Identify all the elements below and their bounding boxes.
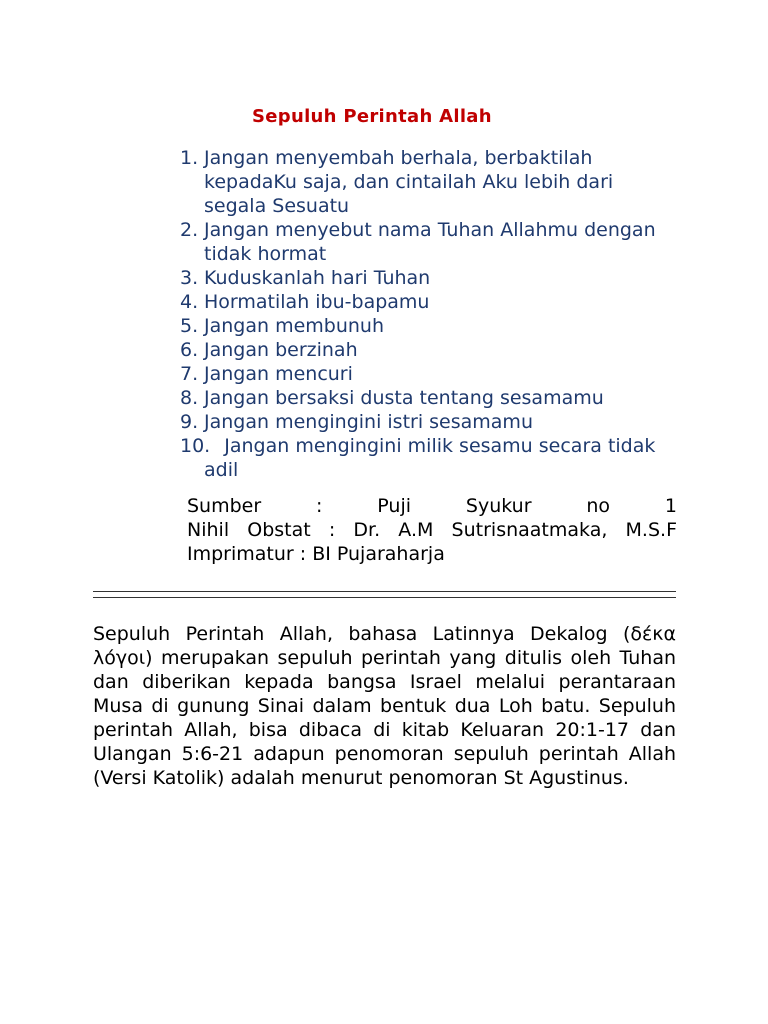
commandments-list [180, 146, 660, 482]
list-number: 5. [180, 315, 199, 337]
source-block [187, 494, 677, 566]
list-item [180, 410, 660, 434]
list-item [180, 338, 660, 362]
list-number: 9. [180, 411, 199, 433]
list-text: Jangan bersaksi dusta tentang sesamamu [204, 387, 604, 409]
page-title: Sepuluh Perintah Allah [252, 106, 492, 127]
list-item [180, 218, 660, 266]
description-paragraph: Sepuluh Perintah Allah, bahasa Latinnya Dekalog (δέκα λόγοι) merupakan sepuluh perintah yang ditulis oleh Tuhan dan diberikan kepada bangsa Israel melalui perantaraan Musa di gunung Sinai dalam bentuk dua Loh batu. Sepuluh perintah Allah, bisa dibaca di kitab Keluaran 20:1-17 dan Ulangan 5:6-21 adapun penomoran sepuluh perintah Allah (Versi Katolik) adalah menurut penomoran St Agustinus. [93, 623, 676, 789]
list-item [180, 146, 660, 218]
list-text: Hormatilah ibu-bapamu [204, 291, 430, 313]
list-number: 4. [180, 291, 199, 313]
list-item [180, 362, 660, 386]
list-text: Jangan menyembah berhala, berbaktilah kepadaKu saja, dan cintailah Aku lebih dari segala Sesuatu [204, 147, 614, 217]
imprimatur-line: Imprimatur : BI Pujaraharja [187, 543, 445, 565]
divider [93, 591, 676, 598]
list-text: Jangan mengingini istri sesamamu [204, 411, 533, 433]
list-item [180, 290, 660, 314]
list-item [180, 386, 660, 410]
source-line: Sumber : Puji Syukur no 1 [187, 495, 677, 517]
list-text: Jangan menyebut nama Tuhan Allahmu dengan tidak hormat [204, 219, 656, 265]
nihil-obstat-line: Nihil Obstat : Dr. A.M Sutrisnaatmaka, M.S.F [187, 519, 677, 541]
list-number: 6. [180, 339, 199, 361]
list-item [180, 434, 660, 482]
list-text: Jangan membunuh [204, 315, 385, 337]
list-text: Jangan mengingini milik sesamu secara tidak adil [204, 435, 656, 481]
list-item [180, 314, 660, 338]
list-number: 8. [180, 387, 199, 409]
list-number: 2. [180, 219, 199, 241]
list-text: Jangan mencuri [204, 363, 353, 385]
list-number: 7. [180, 363, 199, 385]
list-item [180, 266, 660, 290]
list-number: 10. [180, 435, 211, 457]
list-text: Kuduskanlah hari Tuhan [204, 267, 431, 289]
list-number: 3. [180, 267, 199, 289]
list-number: 1. [180, 147, 199, 169]
list-text: Jangan berzinah [204, 339, 358, 361]
